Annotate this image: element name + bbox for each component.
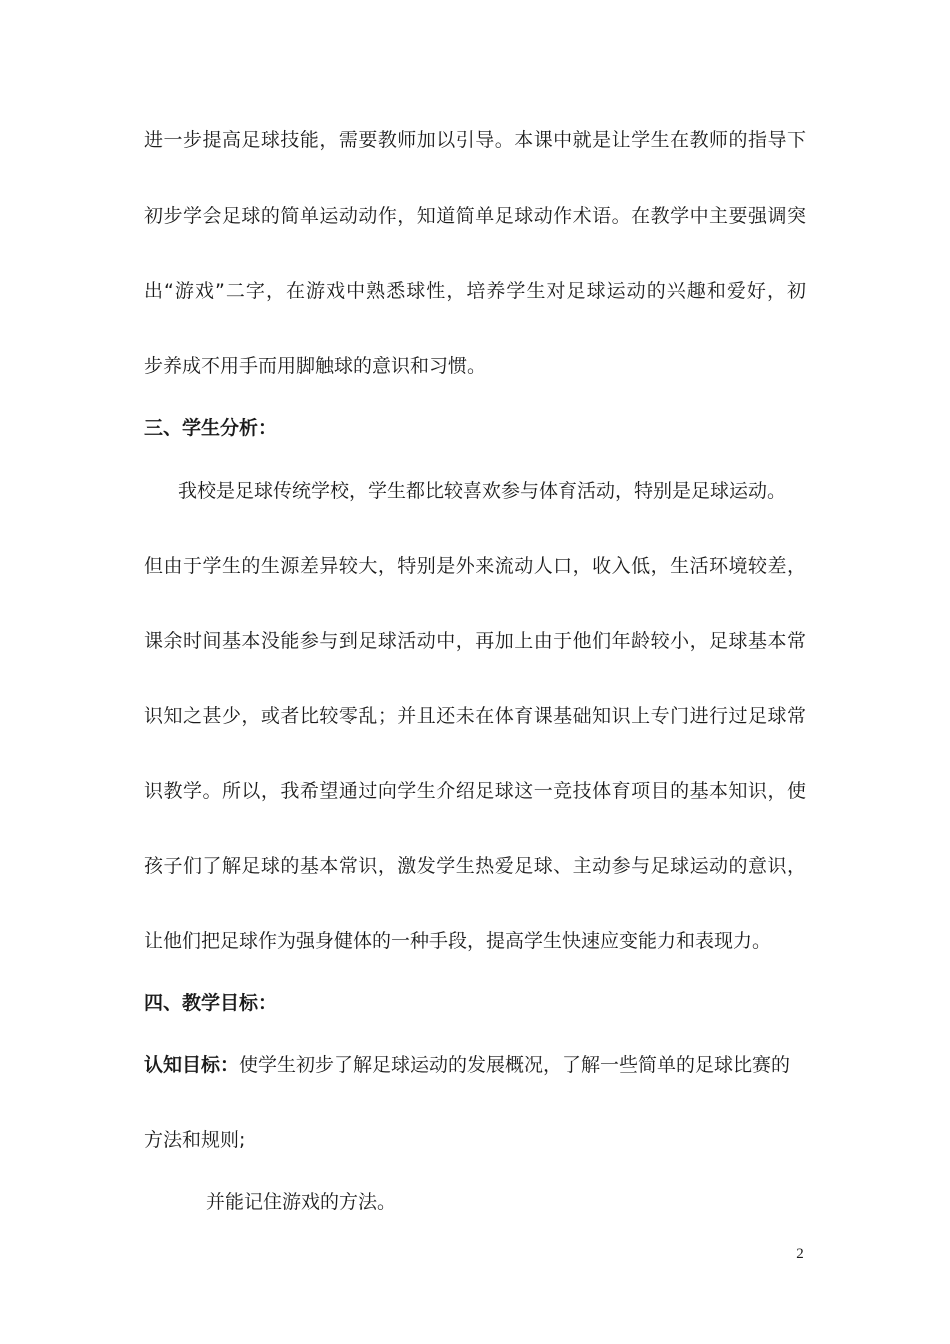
text-line: 方法和规则; <box>144 1129 246 1151</box>
text-line: 识知之甚少，或者比较零乱；并且还未在体育课基础知识上专门进行过足球常 <box>144 705 806 727</box>
section-heading-teaching-goals: 四、教学目标： <box>144 992 278 1014</box>
text-line: 并能记住游戏的方法。 <box>206 1191 397 1213</box>
text-line: 但由于学生的生源差异较大，特别是外来流动人口，收入低，生活环境较差， <box>144 555 806 577</box>
cognitive-goal-label: 认知目标： <box>144 1054 240 1076</box>
text-line: 进一步提高足球技能，需要教师加以引导。本课中就是让学生在教师的指导下 <box>144 129 806 151</box>
text-line: 我校是足球传统学校，学生都比较喜欢参与体育活动，特别是足球运动。 <box>178 480 787 502</box>
text-line: 初步学会足球的简单运动动作，知道简单足球动作术语。在教学中主要强调突 <box>144 205 806 227</box>
text-line: 孩子们了解足球的基本常识，激发学生热爱足球、主动参与足球运动的意识， <box>144 855 806 877</box>
text-line: 课余时间基本没能参与到足球活动中，再加上由于他们年龄较小，足球基本常 <box>144 630 806 652</box>
text-line: 出“游戏”二字，在游戏中熟悉球性，培养学生对足球运动的兴趣和爱好，初 <box>144 280 806 302</box>
text-line: 步养成不用手而用脚触球的意识和习惯。 <box>144 355 487 377</box>
cognitive-goal-line <box>144 1052 806 1078</box>
text-line: 识教学。所以，我希望通过向学生介绍足球这一竞技体育项目的基本知识，使 <box>144 780 806 802</box>
text-line: 让他们把足球作为强身健体的一种手段，提高学生快速应变能力和表现力。 <box>144 930 772 952</box>
cognitive-goal-text: 使学生初步了解足球运动的发展概况，了解一些简单的足球比赛的 <box>239 1054 791 1076</box>
section-heading-student-analysis: 三、学生分析： <box>144 417 278 439</box>
page-number: 2 <box>796 1246 804 1262</box>
